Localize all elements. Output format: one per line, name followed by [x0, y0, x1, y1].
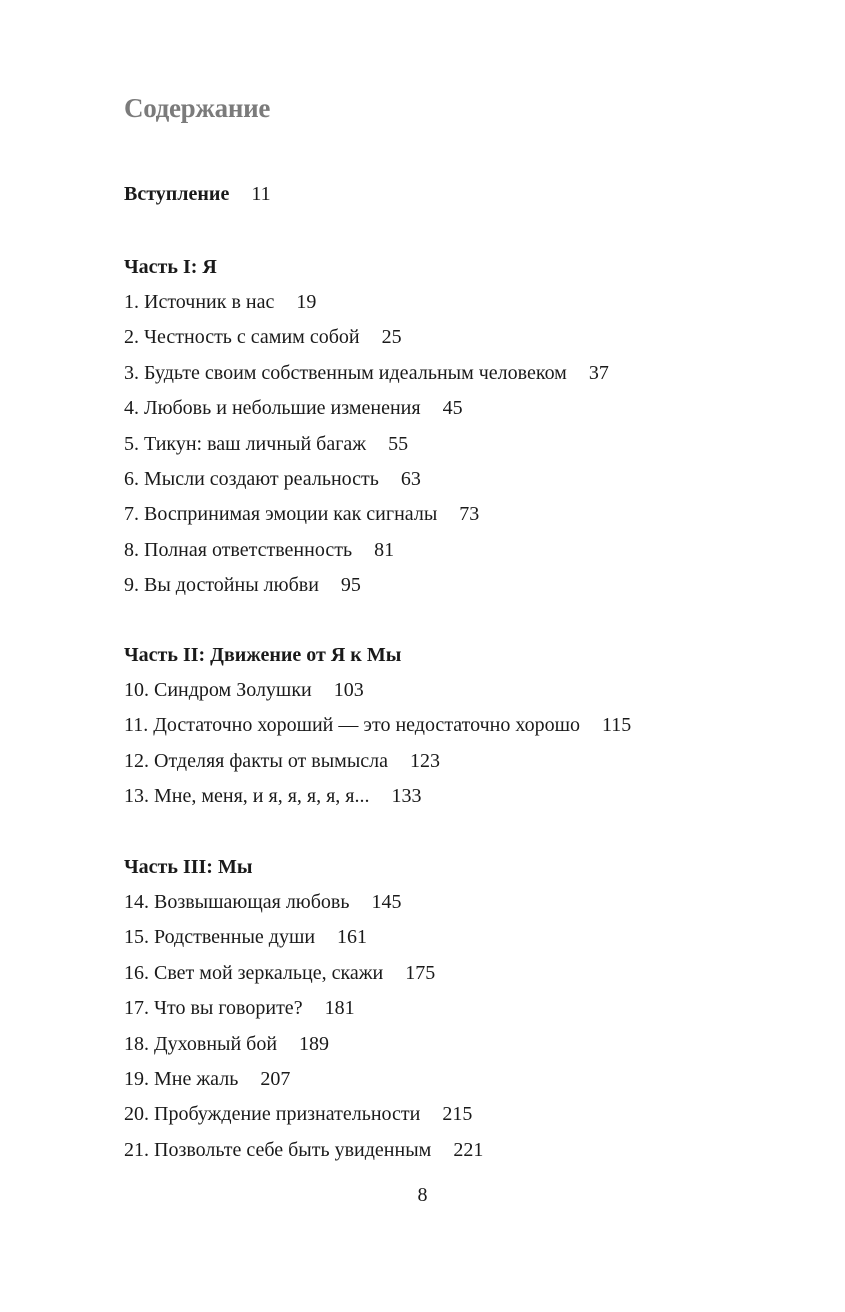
- part-2: [124, 638, 631, 815]
- toc-entry: [124, 1027, 483, 1062]
- part-1: [124, 250, 609, 604]
- entry-title: 18. Духовный бой: [124, 1032, 278, 1055]
- entry-title: 9. Вы достойны любви: [124, 574, 319, 597]
- entry-page: 37: [588, 361, 609, 384]
- toc-entry: [124, 497, 609, 532]
- entry-title: 21. Позвольте себе быть увиденным: [124, 1138, 432, 1161]
- toc-entry: [124, 1062, 483, 1097]
- entry-page: 45: [442, 397, 463, 420]
- toc-entry: [124, 427, 609, 462]
- toc-entry: [124, 1133, 483, 1168]
- entry-page: 55: [388, 432, 409, 455]
- entry-page: 19: [296, 291, 317, 313]
- toc-entry: [124, 1097, 483, 1132]
- entry-title: 15. Родственные души: [124, 926, 316, 949]
- entry-title: 11. Достаточно хороший — это недостаточно хорошо: [124, 714, 581, 737]
- part-heading: Часть I: Я: [124, 256, 217, 278]
- toc-entry: [124, 991, 483, 1026]
- toc-entry: [124, 285, 609, 320]
- intro-page: 11: [251, 183, 271, 205]
- entry-title: 6. Мысли создают реальность: [124, 467, 379, 490]
- toc-entry: [124, 673, 631, 708]
- entry-page: 123: [410, 749, 441, 772]
- entry-title: 1. Источник в нас: [124, 291, 275, 313]
- toc-entry: [124, 744, 631, 779]
- entry-title: 20. Пробуждение признательности: [124, 1103, 421, 1126]
- entry-title: 4. Любовь и небольшие изменения: [124, 397, 421, 420]
- toc-entry: [124, 391, 609, 426]
- entry-page: 221: [453, 1138, 484, 1161]
- entry-title: 7. Воспринимая эмоции как сигналы: [124, 503, 438, 526]
- toc-entry: [124, 568, 609, 603]
- intro-entry: [124, 183, 271, 206]
- entry-title: 10. Синдром Золушки: [124, 679, 312, 701]
- entry-page: 175: [405, 961, 436, 984]
- entry-title: 8. Полная ответственность: [124, 538, 353, 561]
- entry-title: 14. Возвышающая любовь: [124, 891, 350, 913]
- page-number: 8: [417, 1184, 428, 1206]
- toc-entry: [124, 320, 609, 355]
- toc-entry: [124, 462, 609, 497]
- entry-page: 95: [340, 574, 361, 597]
- toc-entry: [124, 956, 483, 991]
- entry-page: 161: [337, 926, 368, 949]
- intro-title: Вступление: [124, 183, 230, 205]
- entry-title: 16. Свет мой зеркальце, скажи: [124, 961, 384, 984]
- part-heading: Часть II: Движение от Я к Мы: [124, 644, 402, 666]
- entry-page: 81: [374, 538, 395, 561]
- part-heading: Часть III: Мы: [124, 856, 253, 878]
- toc-entry: [124, 356, 609, 391]
- entry-title: 12. Отделяя факты от вымысла: [124, 749, 389, 772]
- toc-entry: [124, 779, 631, 814]
- entry-title: 17. Что вы говорите?: [124, 997, 303, 1020]
- toc-entry: [124, 708, 631, 743]
- entry-page: 181: [324, 997, 355, 1020]
- toc-entry: [124, 885, 483, 920]
- entry-page: 207: [260, 1067, 291, 1090]
- entry-page: 145: [371, 891, 402, 913]
- entry-page: 189: [299, 1032, 330, 1055]
- entry-page: 63: [400, 467, 421, 490]
- entry-page: 133: [391, 785, 422, 808]
- toc-entry: [124, 920, 483, 955]
- entry-title: 2. Честность с самим собой: [124, 326, 360, 349]
- entry-page: 73: [459, 503, 480, 526]
- entry-page: 103: [333, 679, 364, 701]
- entry-page: 115: [602, 714, 632, 737]
- part-3: [124, 850, 483, 1168]
- entry-title: 13. Мне, меня, и я, я, я, я, я...: [124, 785, 370, 808]
- entry-page: 25: [381, 326, 402, 349]
- toc-entry: [124, 533, 609, 568]
- entry-title: 3. Будьте своим собственным идеальным человеком: [124, 361, 567, 384]
- entry-page: 215: [442, 1103, 473, 1126]
- page-title: Содержание: [124, 93, 271, 123]
- entry-title: 5. Тикун: ваш личный багаж: [124, 432, 367, 455]
- entry-title: 19. Мне жаль: [124, 1067, 239, 1090]
